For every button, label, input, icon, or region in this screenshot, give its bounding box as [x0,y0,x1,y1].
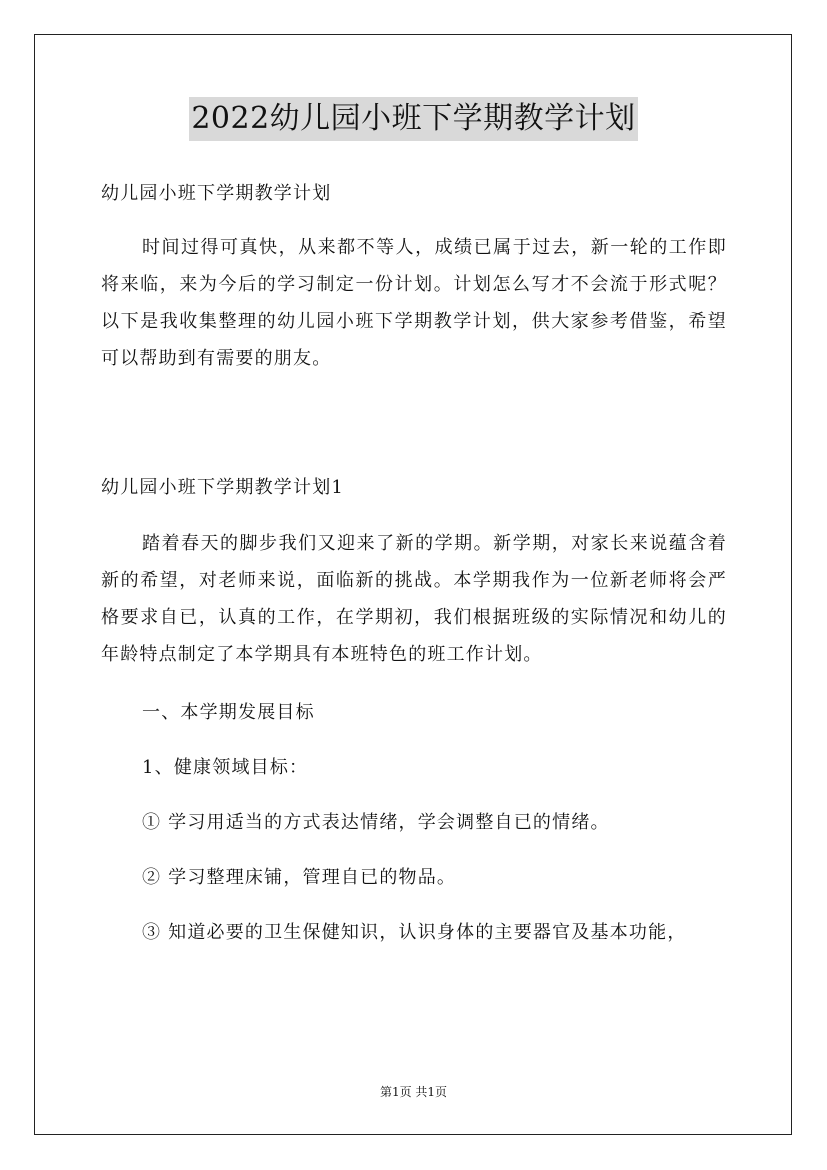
section-paragraph: 踏着春天的脚步我们又迎来了新的学期。新学期，对家长来说蕴含着新的希望，对老师来说，面临新的挑战。本学期我作为一位新老师将会严格要求自已，认真的工作，在学期初，我们根据班级的实际情况和幼儿的年龄特点制定了本学期具有本班特色的班工作计划。 [101,533,727,665]
document-title: 2022幼儿园小班下学期教学计划 [189,97,637,141]
section-heading: 幼儿园小班下学期教学计划1 [101,477,345,498]
document-title-container [0,97,827,141]
list-item: ① 学习用适当的方式表达情绪，学会调整自已的情绪。 [142,812,610,833]
health-heading: 1、健康领域目标： [142,757,309,778]
intro-paragraph: 时间过得可真快，从来都不等人，成绩已属于过去，新一轮的工作即将来临，来为今后的学习制定一份计划。计划怎么写才不会流于形式呢？以下是我收集整理的幼儿园小班下学期教学计划，供大家参考借鉴，希望可以帮助到有需要的朋友。 [101,237,727,369]
page-footer: 第1页 共1页 [379,1085,448,1099]
list-item: ② 学习整理床铺，管理自已的物品。 [142,867,457,888]
list-item: ③ 知道必要的卫生保健知识，认识身体的主要器官及基本功能， [142,922,687,943]
document-body [101,175,727,951]
subtitle: 幼儿园小班下学期教学计划 [101,183,332,204]
goal-heading: 一、本学期发展目标 [142,702,315,723]
